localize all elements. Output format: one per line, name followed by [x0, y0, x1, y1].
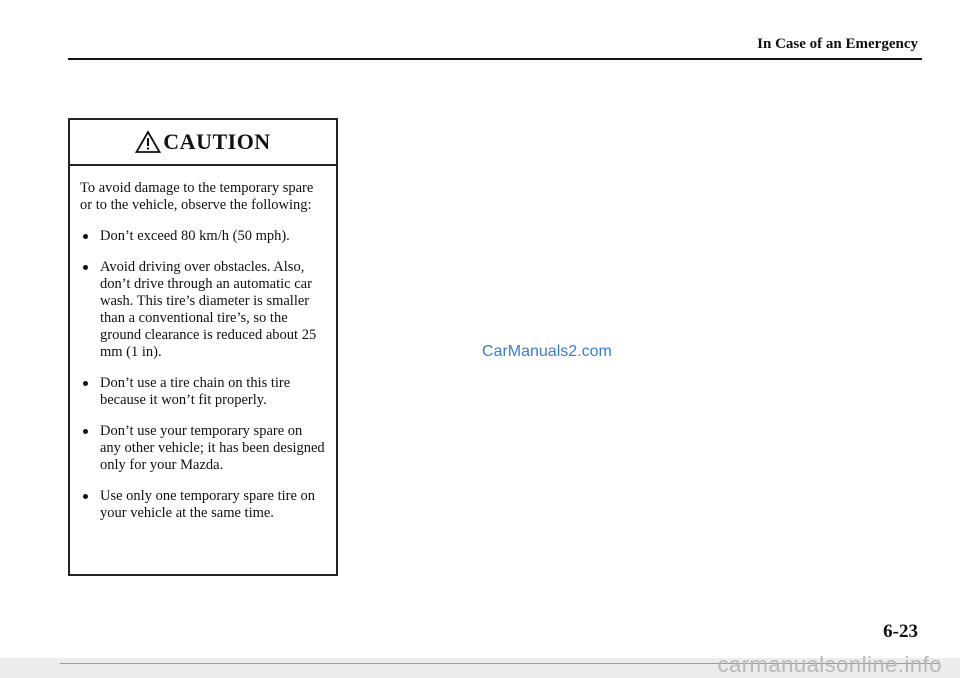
caution-item — [80, 423, 326, 474]
bullet-icon — [83, 429, 88, 434]
caution-box — [68, 118, 338, 576]
bullet-icon — [83, 494, 88, 499]
caution-item-text: Don’t exceed 80 km/h (50 mph). — [100, 228, 290, 244]
caution-item — [80, 375, 326, 409]
caution-item-text: Don’t use your temporary spare on any other vehicle; it has been designed only for your Mazda. — [100, 423, 325, 473]
caution-item — [80, 259, 326, 361]
caution-item-text: Use only one temporary spare tire on your vehicle at the same time. — [100, 488, 316, 521]
warning-triangle-icon — [135, 130, 161, 154]
caution-title: CAUTION — [163, 129, 271, 154]
header-title: In Case of an Emergency — [757, 36, 918, 52]
page-number: 6-23 — [883, 621, 918, 642]
footer-watermark[interactable]: carmanualsonline.info — [717, 652, 942, 677]
bullet-icon — [83, 265, 88, 270]
caution-body — [70, 166, 336, 522]
caution-header — [70, 120, 336, 166]
header-rule — [68, 58, 922, 60]
caution-intro: To avoid damage to the temporary spare or to the vehicle, observe the following: — [80, 180, 314, 213]
caution-item-text: Don’t use a tire chain on this tire because it won’t fit properly. — [100, 375, 291, 408]
caution-item — [80, 488, 326, 522]
watermark-link[interactable]: CarManuals2.com — [482, 343, 612, 360]
caution-list — [80, 228, 326, 522]
bullet-icon — [83, 381, 88, 386]
caution-item — [80, 228, 326, 245]
caution-item-text: Avoid driving over obstacles. Also, don’t drive through an automatic car wash. This tire’s diameter is smaller than a conventional tire’s, so the ground clearance is reduced about 25 mm (1 in). — [100, 259, 317, 360]
bullet-icon — [83, 234, 88, 239]
